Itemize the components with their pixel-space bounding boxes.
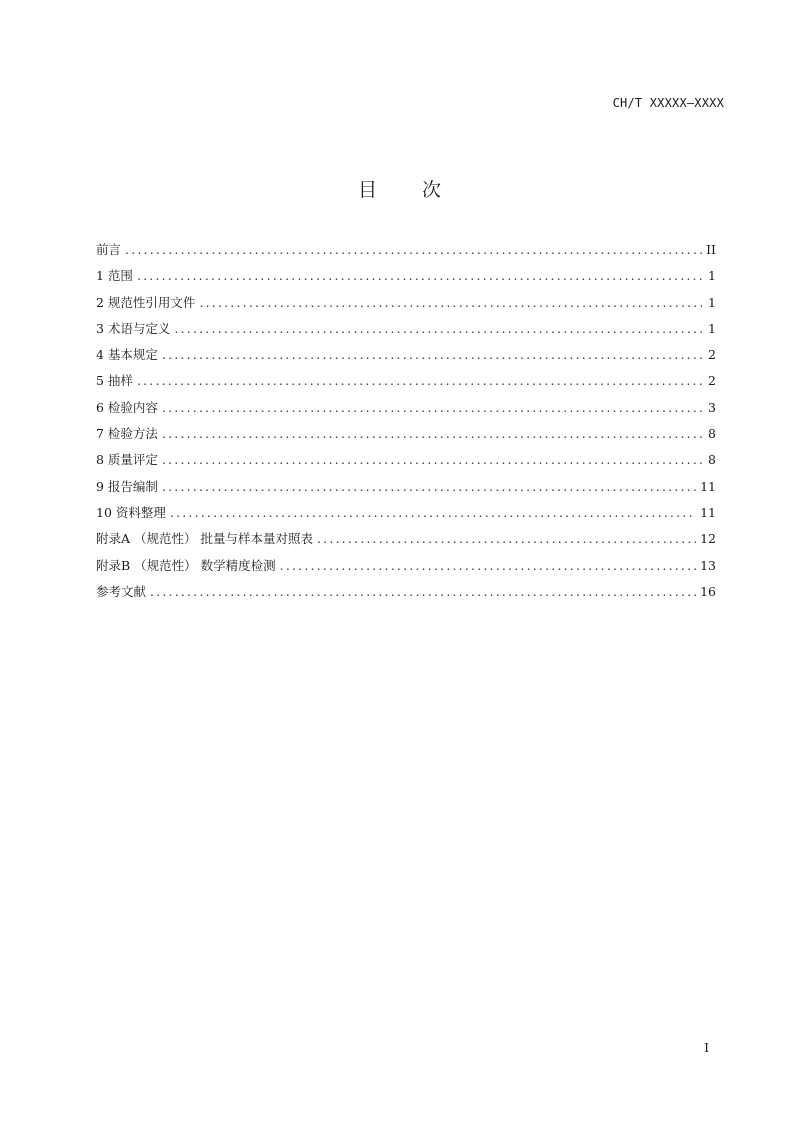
standard-code: CH/T XXXXX—XXXX [612,96,724,110]
title-char-2: 次 [422,179,443,201]
toc-entry-page: II [706,242,716,257]
toc-entry-label: 附录B （规范性） 数学精度检测 [96,557,276,573]
toc-entry-label: 4 基本规定 [96,347,158,363]
toc-entry-page: 1 [708,294,716,310]
toc-entry-inspection-methods[interactable] [96,424,716,450]
toc-leader-dots [162,347,702,362]
toc-entry-page: 1 [708,320,716,336]
toc-leader-dots [137,373,702,388]
toc-entry-page: 11 [700,478,716,494]
toc-leader-dots [137,268,702,283]
toc-leader-dots [170,505,696,520]
toc-leader-dots [162,452,702,467]
toc-leader-dots [199,295,702,310]
toc-entry-appendix-a[interactable] [96,529,716,555]
toc-entry-sampling[interactable] [96,371,716,397]
toc-entry-scope[interactable] [96,266,716,292]
toc-entry-label: 附录A （规范性） 批量与样本量对照表 [96,531,313,547]
toc-entry-label: 1 范围 [96,268,133,284]
toc-leader-dots [162,426,702,441]
toc-entry-page: 8 [708,426,716,442]
page-title [0,175,800,202]
toc-entry-label: 10 资料整理 [96,504,166,520]
toc-entry-page: 12 [700,531,716,547]
toc-entry-appendix-b[interactable] [96,556,716,582]
toc-entry-normative-references[interactable] [96,293,716,319]
toc-leader-dots [125,242,702,257]
toc-entry-label: 8 质量评定 [96,452,158,468]
toc-leader-dots [150,584,696,599]
toc-entry-page: 2 [708,347,716,363]
table-of-contents [96,240,716,608]
toc-entry-page: 8 [708,452,716,468]
toc-entry-label: 前言 [96,242,122,257]
title-char-1: 目 [357,179,378,201]
toc-leader-dots [162,400,702,415]
page-number: I [704,1041,709,1055]
toc-entry-inspection-content[interactable] [96,398,716,424]
toc-entry-data-organization[interactable] [96,503,716,529]
toc-entry-label: 参考文献 [96,583,147,599]
toc-entry-terms[interactable] [96,319,716,345]
toc-entry-label: 7 检验方法 [96,426,158,442]
toc-entry-label: 3 术语与定义 [96,320,171,336]
toc-leader-dots [174,321,702,336]
toc-leader-dots [162,479,696,494]
toc-entry-label: 5 抽样 [96,373,133,389]
toc-entry-foreword[interactable] [96,240,716,266]
toc-entry-basic-rules[interactable] [96,345,716,371]
toc-entry-page: 13 [700,557,716,573]
toc-entry-label: 6 检验内容 [96,399,158,415]
toc-leader-dots [280,558,696,573]
toc-entry-page: 1 [708,268,716,284]
toc-entry-page: 16 [700,583,716,599]
toc-leader-dots [317,531,696,546]
toc-entry-page: 2 [708,373,716,389]
toc-entry-report-compilation[interactable] [96,477,716,503]
toc-entry-bibliography[interactable] [96,582,716,608]
toc-entry-page: 11 [700,504,716,520]
toc-entry-page: 3 [708,399,716,415]
toc-entry-label: 9 报告编制 [96,478,158,494]
toc-entry-label: 2 规范性引用文件 [96,294,196,310]
toc-entry-quality-evaluation[interactable] [96,450,716,476]
